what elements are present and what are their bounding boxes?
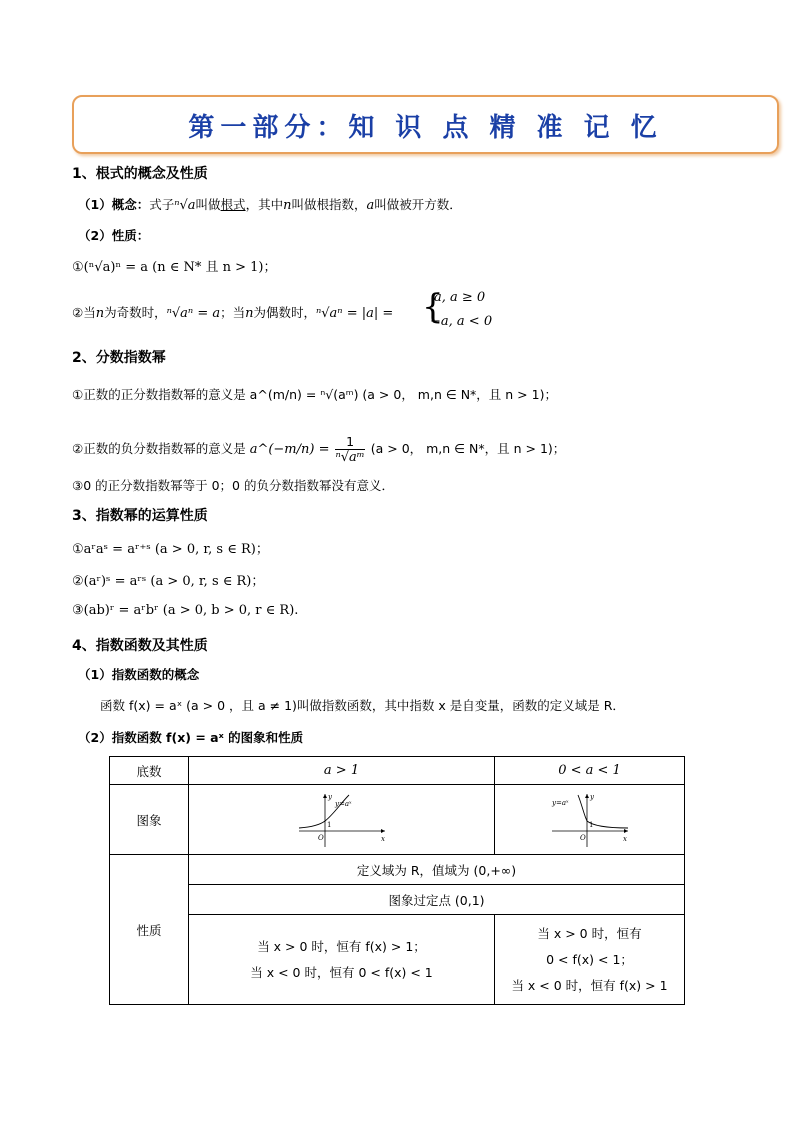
table-row: [110, 915, 685, 1005]
gt1-line-1: 当 x > 0 时，恒有 f(x) > 1；: [257, 938, 426, 954]
s1-term: 根式: [220, 197, 246, 212]
fixed-point-cell: 图象过定点 (0,1): [189, 885, 685, 915]
header-a-gt-1: a > 1: [189, 757, 495, 785]
gt1-behavior-cell: [189, 915, 495, 1005]
axis-x-label: x: [622, 834, 627, 843]
fraction: [335, 434, 364, 465]
s1-text: 叫做被开方数．: [374, 197, 462, 212]
s4-sub-1: （1）指数函数的概念: [78, 667, 200, 682]
header-base: 底数: [110, 757, 189, 785]
page-title: 第一部分：知 识 点 精 准 记 忆: [188, 113, 663, 143]
s1-case-1: a, a ≥ 0: [434, 290, 486, 305]
s1-item-2: [72, 303, 393, 321]
brace-icon: {: [422, 287, 444, 327]
section-3-heading: 3、指数幂的运算性质: [72, 508, 208, 524]
s4-definition: 函数 f(x) = aˣ (a > 0 ，且 a ≠ 1)叫做指数函数，其中指数 x 是自变量，函数的定义域是 R．: [100, 698, 625, 713]
lt1-behavior-cell: [495, 915, 685, 1005]
properties-table: [109, 756, 685, 1005]
lt1-line-1: 当 x > 0 时，恒有: [537, 925, 642, 941]
axis-origin-label: O: [579, 833, 586, 842]
s1-text: 式子: [149, 197, 175, 212]
table-row: [110, 885, 685, 915]
graph-cell-lt1: [495, 785, 685, 855]
s1-item-1: ①(ⁿ√a)ⁿ = a (n ∈ N* 且 n > 1)；: [72, 260, 277, 275]
table-row: [110, 757, 685, 785]
axis-one-label: 1: [326, 820, 331, 829]
curve-label: y=aˣ: [334, 799, 351, 808]
s1-var: a: [366, 198, 375, 213]
table-row: [110, 785, 685, 855]
s1-text: 为奇数时，: [104, 305, 167, 320]
s1-text: ②当: [72, 305, 96, 320]
table-row: [110, 855, 685, 885]
s1-text: 叫做: [195, 197, 221, 212]
s2-text: (a > 0， m,n ∈ N*，且 n > 1)；: [370, 441, 566, 456]
s1-var: n: [283, 198, 292, 213]
s3-item-2: ②(aʳ)ˢ = aʳˢ (a > 0, r, s ∈ R)；: [72, 574, 265, 589]
s1-property-label: （2）性质：: [78, 228, 150, 243]
s3-item-1: ①aʳaˢ = aʳ⁺ˢ (a > 0, r, s ∈ R)；: [72, 542, 269, 557]
lt1-line-3: 当 x < 0 时，恒有 f(x) > 1: [511, 977, 668, 993]
s2-item-2: [72, 434, 565, 465]
domain-range-cell: 定义域为 R，值域为 (0,+∞): [189, 855, 685, 885]
s2-item-3: ③0 的正分数指数幂等于 0；0 的负分数指数幂没有意义．: [72, 478, 394, 493]
graph-cell-gt1: [189, 785, 495, 855]
curve-label: y=aˣ: [551, 798, 568, 807]
s1-case-2: −a, a < 0: [430, 314, 493, 329]
row-label-graph: 图象: [110, 785, 189, 855]
s1-var: n: [95, 306, 105, 321]
axis-one-label: 1: [588, 820, 593, 829]
axis-y-label: y: [589, 792, 594, 801]
s4-sub-2: （2）指数函数 f(x) = aˣ 的图象和性质: [78, 730, 304, 745]
s1-text: 为偶数时，: [253, 305, 316, 320]
section-2-heading: 2、分数指数幂: [72, 350, 166, 366]
fraction-denominator: ⁿ√aᵐ: [335, 450, 365, 465]
s3-item-3: ③(ab)ʳ = aʳbʳ (a > 0, b > 0, r ∈ R).: [72, 603, 299, 618]
gt1-line-2: 当 x < 0 时，恒有 0 < f(x) < 1: [250, 964, 433, 980]
s1-radical: ⁿ√a: [174, 198, 196, 213]
s2-text: ②正数的负分数指数幂的意义是: [72, 441, 246, 456]
s1-text: ；当: [220, 305, 246, 320]
s1-odd-formula: ⁿ√aⁿ = a: [166, 306, 221, 321]
s1-text: ，其中: [245, 197, 284, 212]
fraction-numerator: 1: [335, 434, 364, 450]
lt1-line-2: 0 < f(x) < 1；: [546, 951, 633, 967]
title-box: [72, 95, 779, 154]
section-1-heading: 1、根式的概念及性质: [72, 166, 208, 182]
exp-decay-graph: [550, 791, 630, 849]
s2-neg-exp: a^(−m/n) =: [249, 442, 330, 457]
axis-origin-label: O: [317, 833, 324, 842]
axis-x-label: x: [380, 834, 385, 843]
row-label-properties: 性质: [110, 855, 189, 1005]
s1-even-formula: ⁿ√aⁿ = |a| =: [316, 306, 394, 321]
section-4-heading: 4、指数函数及其性质: [72, 638, 208, 654]
exp-growth-graph: [297, 791, 387, 849]
header-a-lt-1: 0 < a < 1: [495, 757, 685, 785]
axis-y-label: y: [327, 792, 332, 801]
s1-concept-label: （1）概念：: [78, 197, 150, 212]
s1-var: n: [245, 306, 254, 321]
s1-text: 叫做根指数，: [291, 197, 367, 212]
s1-concept-line: [78, 195, 462, 213]
s2-item-1: ①正数的正分数指数幂的意义是 a^(m/n) = ⁿ√(aᵐ) (a > 0， m,n ∈ N*，且 n > 1)；: [72, 387, 557, 402]
